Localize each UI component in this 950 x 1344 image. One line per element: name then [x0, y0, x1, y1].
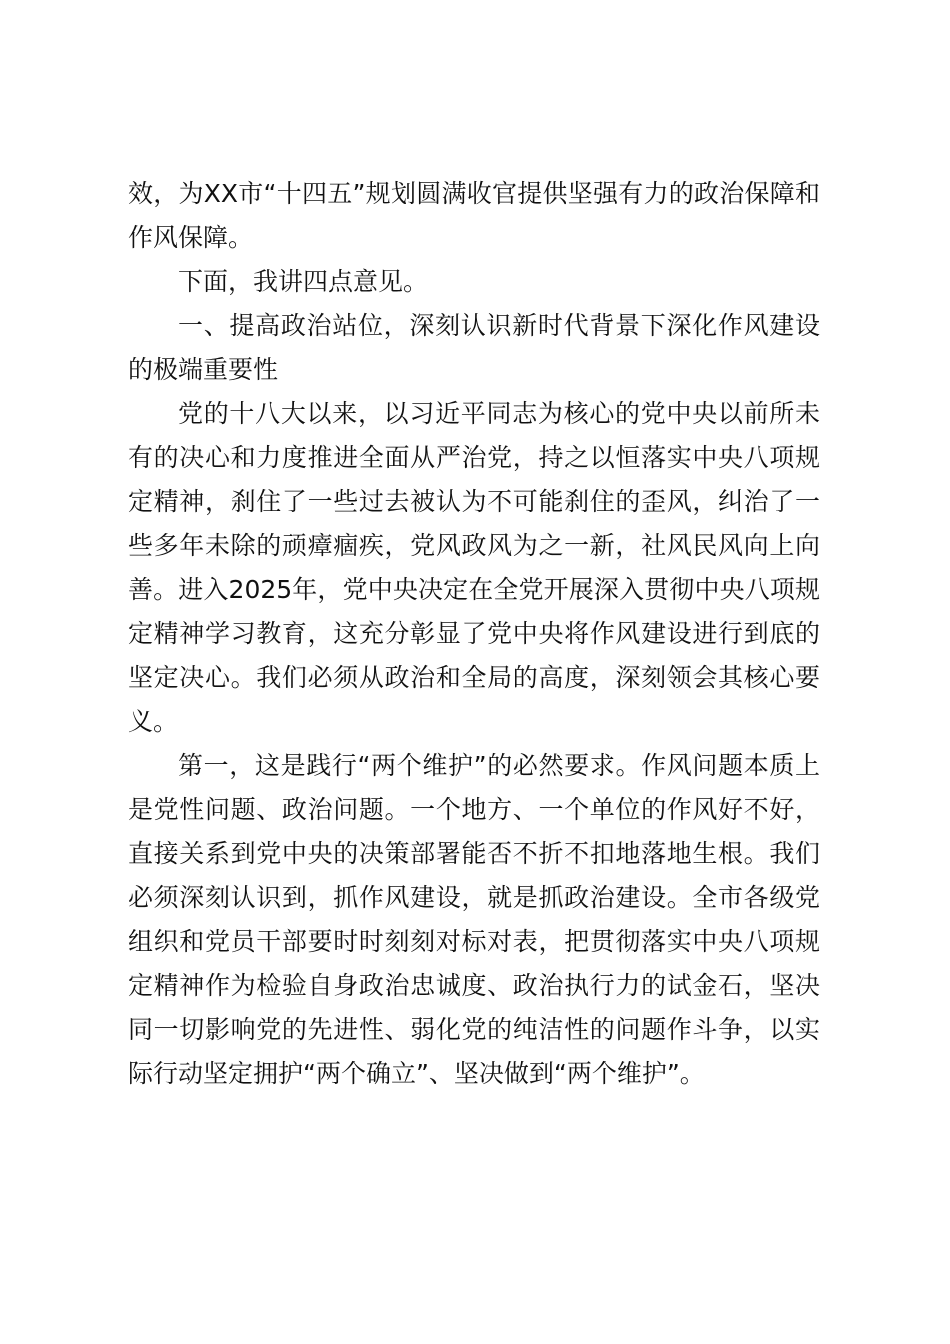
paragraph-continuation: 效，为XX市“十四五”规划圆满收官提供坚强有力的政治保障和作风保障。 [128, 179, 820, 252]
paragraph-body-1: 党的十八大以来，以习近平同志为核心的党中央以前所未有的决心和力度推进全面从严治党，持之以恒落实中央八项规定精神，刹住了一些过去被认为不可能刹住的歪风，纠治了一些多年未除的顽瘴痼疾，党风政风为之一新，社风民风向上向善。进入2025年，党中央决定在全党开展深入贯彻中央八项规定精神学习教育，这充分彰显了党中央将作风建设进行到底的坚定决心。我们必须从政治和全局的高度，深刻领会其核心要义。 [128, 399, 820, 736]
section-heading-1: 一、提高政治站位，深刻认识新时代背景下深化作风建设的极端重要性 [128, 311, 820, 384]
paragraph-intro: 下面，我讲四点意见。 [178, 267, 429, 296]
document-body [128, 172, 820, 1096]
paragraph-body-2: 第一，这是践行“两个维护”的必然要求。作风问题本质上是党性问题、政治问题。一个地方、一个单位的作风好不好，直接关系到党中央的决策部署能否不折不扣地落地生根。我们必须深刻认识到，抓作风建设，就是抓政治建设。全市各级党组织和党员干部要时时刻刻对标对表，把贯彻落实中央八项规定精神作为检验自身政治忠诚度、政治执行力的试金石，坚决同一切影响党的先进性、弱化党的纯洁性的问题作斗争，以实际行动坚定拥护“两个确立”、坚决做到“两个维护”。 [128, 751, 820, 1088]
